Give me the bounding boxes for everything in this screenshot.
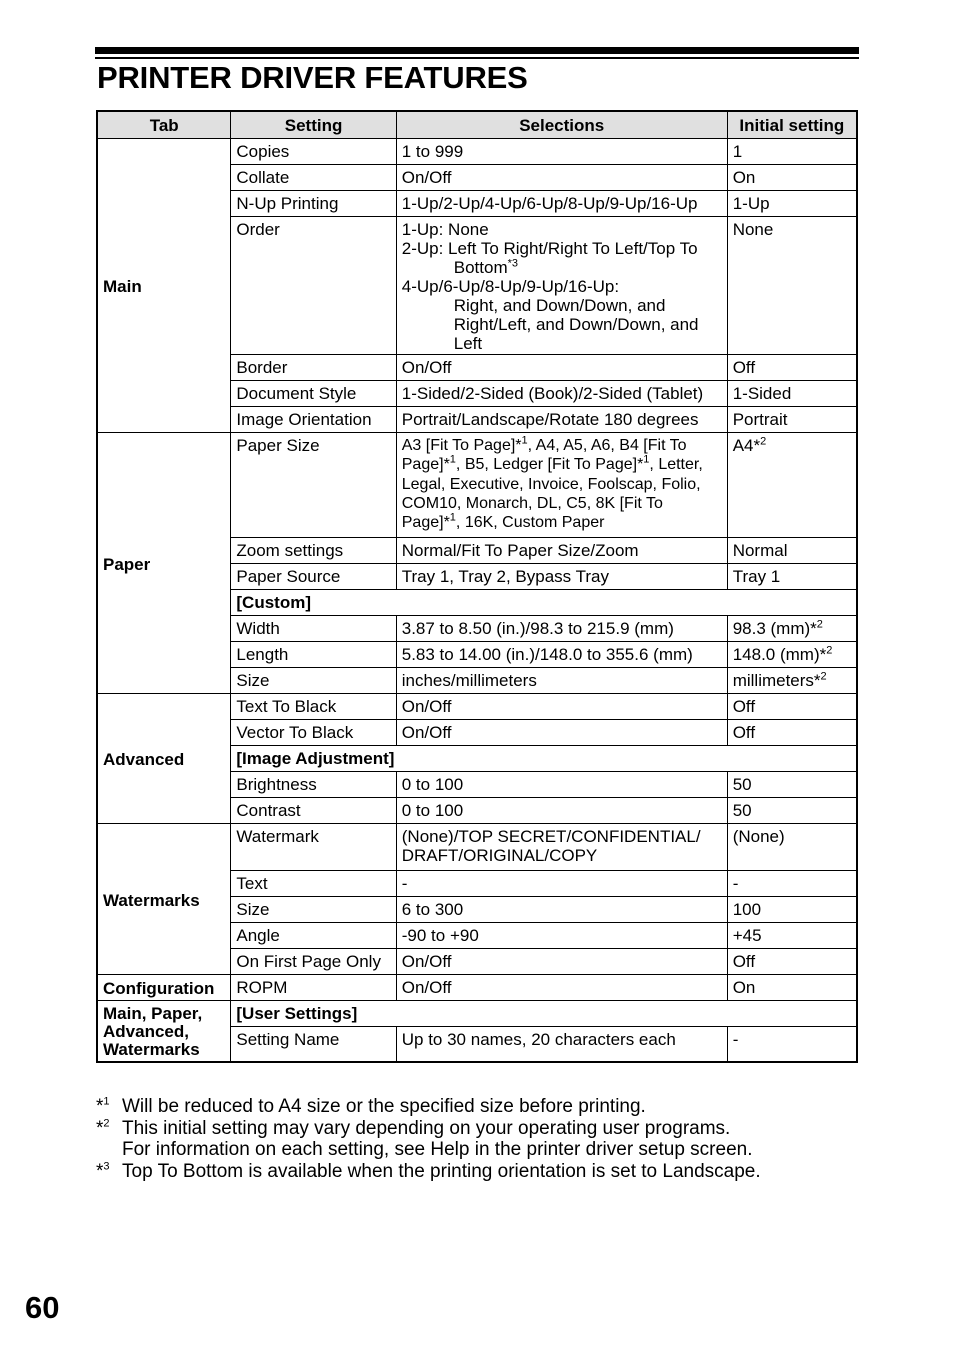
- setting-cell: Collate: [231, 165, 396, 191]
- footnote-number: 2: [103, 1117, 110, 1130]
- initial-cell: +45: [727, 923, 857, 949]
- footnote-marker: [96, 1096, 110, 1118]
- initial-text: 98.3 (mm)*: [732, 619, 817, 638]
- header-rule-thin: [95, 57, 859, 59]
- selections-cell: 1-Sided/2-Sided (Book)/2-Sided (Tablet): [396, 381, 727, 407]
- selections-cell: 1 to 999: [396, 139, 727, 165]
- header-rule-thick: [95, 47, 859, 54]
- paper-size-text: A3 [Fit To Page]*: [401, 437, 522, 454]
- order-line: [402, 239, 722, 277]
- selections-cell: [396, 217, 727, 355]
- order-text: 2-Up: Left To Right/Right To Left/Top To Bottom: [401, 239, 698, 277]
- table-row: [97, 975, 857, 1001]
- initial-cell: None: [727, 217, 857, 355]
- setting-cell: Angle: [231, 923, 396, 949]
- header-selections: Selections: [396, 111, 727, 139]
- footnote-marker: [96, 1118, 110, 1140]
- initial-cell: Off: [727, 949, 857, 975]
- tab-all: Main, Paper, Advanced, Watermarks: [97, 1001, 231, 1062]
- footnote-star: *: [96, 1096, 104, 1117]
- order-line: 1-Up: None: [401, 220, 489, 239]
- footnote-mark: 1: [449, 453, 456, 466]
- table-row: [97, 433, 857, 538]
- selections-cell: -: [396, 871, 727, 897]
- table-row: [97, 1001, 857, 1027]
- selections-cell: On/Off: [396, 949, 727, 975]
- order-line: Right, and Down/Down, and Right/Left, and Down/Down, and Left: [453, 296, 699, 353]
- footnote-number: 3: [103, 1160, 110, 1173]
- table-row: [97, 139, 857, 165]
- initial-cell: 1: [727, 139, 857, 165]
- initial-cell: On: [727, 165, 857, 191]
- table-header-row: [97, 111, 857, 139]
- setting-cell: Paper Size: [231, 433, 396, 538]
- footnote-mark: 1: [643, 453, 650, 466]
- selections-cell: Normal/Fit To Paper Size/Zoom: [396, 538, 727, 564]
- setting-cell: Contrast: [231, 798, 396, 824]
- setting-cell: On First Page Only: [231, 949, 396, 975]
- page-number: 60: [25, 1290, 60, 1325]
- setting-cell: Zoom settings: [231, 538, 396, 564]
- footnote-mark: 1: [449, 511, 456, 524]
- tab-advanced: Advanced: [97, 694, 231, 824]
- tab-main: Main: [97, 139, 231, 433]
- initial-cell: Off: [727, 694, 857, 720]
- paper-size-text: , A4, A5, A6, B4 [Fit To Page]*: [401, 437, 687, 474]
- initial-cell: [727, 642, 857, 668]
- subheading-user-settings: [User Settings]: [231, 1001, 857, 1027]
- selections-cell: -90 to +90: [396, 923, 727, 949]
- initial-cell: -: [727, 1027, 857, 1062]
- order-line: 4-Up/6-Up/8-Up/9-Up/16-Up:: [401, 277, 620, 296]
- footnote-mark: 2: [760, 435, 767, 448]
- initial-cell: Off: [727, 355, 857, 381]
- setting-cell: Brightness: [231, 772, 396, 798]
- setting-cell: Length: [231, 642, 396, 668]
- setting-cell: Paper Source: [231, 564, 396, 590]
- initial-text: A4*: [732, 436, 761, 455]
- setting-cell: ROPM: [231, 975, 396, 1001]
- header-initial: Initial setting: [727, 111, 857, 139]
- footnote-mark: 2: [816, 618, 823, 631]
- setting-cell: Width: [231, 616, 396, 642]
- initial-cell: [727, 668, 857, 694]
- initial-cell: [727, 616, 857, 642]
- selections-cell: inches/millimeters: [396, 668, 727, 694]
- selections-cell: Up to 30 names, 20 characters each: [396, 1027, 727, 1062]
- initial-cell: 50: [727, 772, 857, 798]
- setting-cell: Copies: [231, 139, 396, 165]
- footnote-text: For information on each setting, see Help in the printer driver setup screen.: [122, 1139, 753, 1160]
- footnote-star: *: [96, 1117, 104, 1139]
- selections-cell: 3.87 to 8.50 (in.)/98.3 to 215.9 (mm): [396, 616, 727, 642]
- selections-cell: On/Off: [396, 975, 727, 1001]
- selections-cell: [396, 433, 727, 538]
- tab-watermarks: Watermarks: [97, 824, 231, 975]
- initial-cell: 100: [727, 897, 857, 923]
- selections-cell: 6 to 300: [396, 897, 727, 923]
- selections-cell: On/Off: [396, 355, 727, 381]
- setting-cell: Image Orientation: [231, 407, 396, 433]
- initial-text: 148.0 (mm)*: [732, 645, 827, 664]
- tab-configuration: Configuration: [97, 975, 231, 1001]
- footnote: [96, 1161, 856, 1183]
- page-title: PRINTER DRIVER FEATURES: [97, 60, 528, 95]
- setting-cell: Document Style: [231, 381, 396, 407]
- table-row: [97, 694, 857, 720]
- footnote: [96, 1096, 856, 1118]
- initial-cell: (None): [727, 824, 857, 871]
- footnote-marker: [96, 1161, 110, 1183]
- initial-text: millimeters*: [732, 671, 821, 690]
- tab-paper: Paper: [97, 433, 231, 694]
- footnote-text: This initial setting may vary depending on your operating user programs.: [122, 1117, 731, 1139]
- features-table: [96, 110, 858, 1063]
- setting-cell: Size: [231, 897, 396, 923]
- selections-cell: 0 to 100: [396, 798, 727, 824]
- initial-cell: 1-Sided: [727, 381, 857, 407]
- footnote-text: Will be reduced to A4 size or the specified size before printing.: [122, 1096, 646, 1117]
- subheading-custom: [Custom]: [231, 590, 857, 616]
- header-tab: Tab: [97, 111, 231, 139]
- selections-cell: 1-Up/2-Up/4-Up/6-Up/8-Up/9-Up/16-Up: [396, 191, 727, 217]
- selections-cell: On/Off: [396, 720, 727, 746]
- initial-cell: Normal: [727, 538, 857, 564]
- initial-cell: On: [727, 975, 857, 1001]
- selections-cell: 5.83 to 14.00 (in.)/148.0 to 355.6 (mm): [396, 642, 727, 668]
- initial-cell: Off: [727, 720, 857, 746]
- setting-cell: Vector To Black: [231, 720, 396, 746]
- setting-cell: Setting Name: [231, 1027, 396, 1062]
- initial-cell: Tray 1: [727, 564, 857, 590]
- initial-cell: Portrait: [727, 407, 857, 433]
- setting-cell: Text To Black: [231, 694, 396, 720]
- setting-cell: Border: [231, 355, 396, 381]
- footnotes: [96, 1096, 856, 1182]
- footnote-mark: 2: [826, 644, 833, 657]
- footnote-number: 1: [103, 1095, 110, 1108]
- setting-cell: Order: [231, 217, 396, 355]
- table-row: [97, 824, 857, 871]
- selections-cell: (None)/TOP SECRET/CONFIDENTIAL/ DRAFT/ORIGINAL/COPY: [396, 824, 727, 871]
- setting-cell: N-Up Printing: [231, 191, 396, 217]
- footnote-star: *: [96, 1160, 104, 1182]
- footnote-mark: *3: [507, 257, 519, 270]
- footnote-text: Top To Bottom is available when the printing orientation is set to Landscape.: [122, 1160, 761, 1182]
- setting-cell: Size: [231, 668, 396, 694]
- header-setting: Setting: [231, 111, 396, 139]
- initial-cell: 50: [727, 798, 857, 824]
- initial-cell: [727, 433, 857, 538]
- paper-size-text: , B5, Ledger [Fit To Page]*: [455, 456, 644, 474]
- initial-cell: 1-Up: [727, 191, 857, 217]
- selections-cell: 0 to 100: [396, 772, 727, 798]
- paper-size-text: , Letter, Legal, Executive, Invoice, Foolscap, Folio, COM10, Monarch, DL, C5, 8K [Fit To Page]*: [401, 456, 703, 532]
- selections-cell: On/Off: [396, 165, 727, 191]
- selections-cell: On/Off: [396, 694, 727, 720]
- paper-size-text: , 16K, Custom Paper: [455, 514, 605, 532]
- footnote-mark: 2: [820, 670, 827, 683]
- footnote: [96, 1118, 856, 1161]
- selections-cell: Tray 1, Tray 2, Bypass Tray: [396, 564, 727, 590]
- setting-cell: Text: [231, 871, 396, 897]
- subheading-image-adjustment: [Image Adjustment]: [231, 746, 857, 772]
- footnote-mark: 1: [521, 434, 528, 447]
- selections-cell: Portrait/Landscape/Rotate 180 degrees: [396, 407, 727, 433]
- initial-cell: -: [727, 871, 857, 897]
- setting-cell: Watermark: [231, 824, 396, 871]
